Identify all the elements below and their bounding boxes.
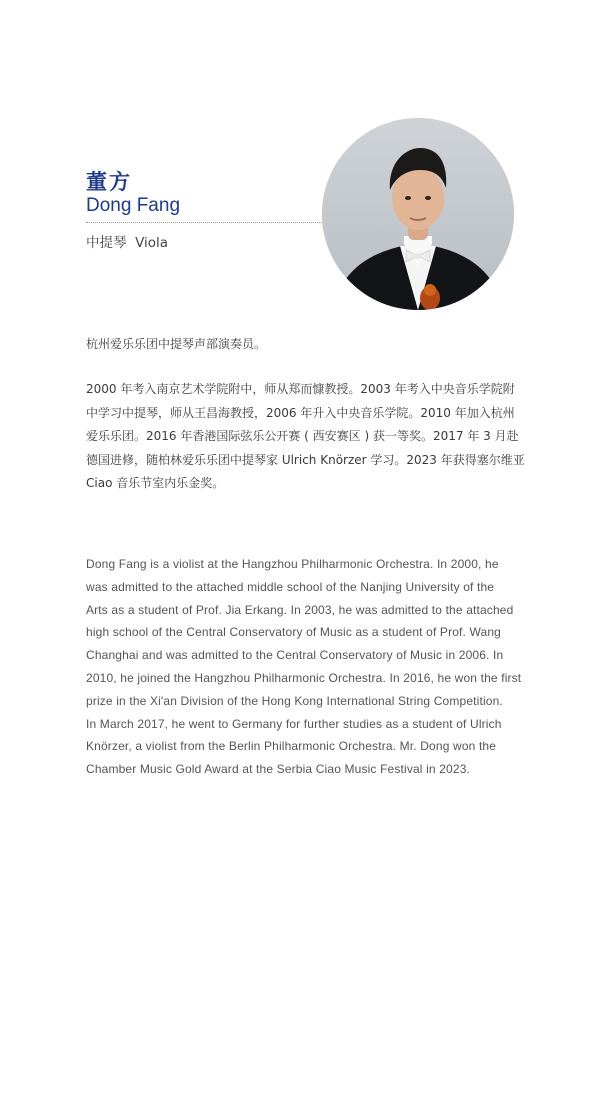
bio-line-en: Changhai and was admitted to the Central Conservatory of Music in 2006. In [86,648,504,663]
name-english: Dong Fang [86,195,181,216]
bio-line-cn: Ciao 音乐节室内乐金奖。 [86,476,225,490]
bio-line-en: In March 2017, he went to Germany for further studies as a student of Ulrich [86,716,502,731]
bio-line-en: 2010, he joined the Hangzhou Philharmonic Orchestra. In 2016, he won the first [86,670,522,685]
bio-line-cn: 爱乐乐团。2016 年香港国际弦乐公开赛 ( 西安赛区 ) 获一等奖。2017 年 3 月赴 [86,429,519,443]
bio-paragraph-en [86,553,522,781]
bio-line-en: high school of the Central Conservatory of Music as a student of Prof. Wang [86,625,502,640]
bio-line-cn: 中学习中提琴，师从王昌海教授，2006 年升入中央音乐学院。2010 年加入杭州 [86,405,515,420]
name-chinese: 董方 [86,170,132,194]
bio-line-en: prize in the Xi'an Division of the Hong Kong International String Competition. [86,693,503,708]
portrait-photo [322,118,514,310]
bio-line-cn: 2000 年考入南京艺术学院附中，师从郑而慷教授。2003 年考入中央音乐学院附 [86,382,515,396]
bio-line-en: Knörzer, a violist from the Berlin Philharmonic Orchestra. Mr. Dong won the [86,739,497,754]
bio-line-en: Arts as a student of Prof. Jia Erkang. In 2003, he was admitted to the attached [86,602,514,617]
bio-paragraph-cn [86,378,525,496]
bio-line-cn: 德国进修，随柏林爱乐乐团中提琴家 Ulrich Knörzer 学习。2023 年获得塞尔维亚 [86,452,525,467]
bio-line-en: Dong Fang is a violist at the Hangzhou Philharmonic Orchestra. In 2000, he [86,557,499,571]
bio-line-en: was admitted to the attached middle school of the Nanjing University of the [86,579,495,594]
bio-line-en: Chamber Music Gold Award at the Serbia Ciao Music Festival in 2023. [86,762,471,777]
instrument-label: 中提琴 Viola [86,235,169,251]
bio-intro-cn: 杭州爱乐乐团中提琴声部演奏员。 [86,337,267,351]
name-divider [86,222,324,223]
